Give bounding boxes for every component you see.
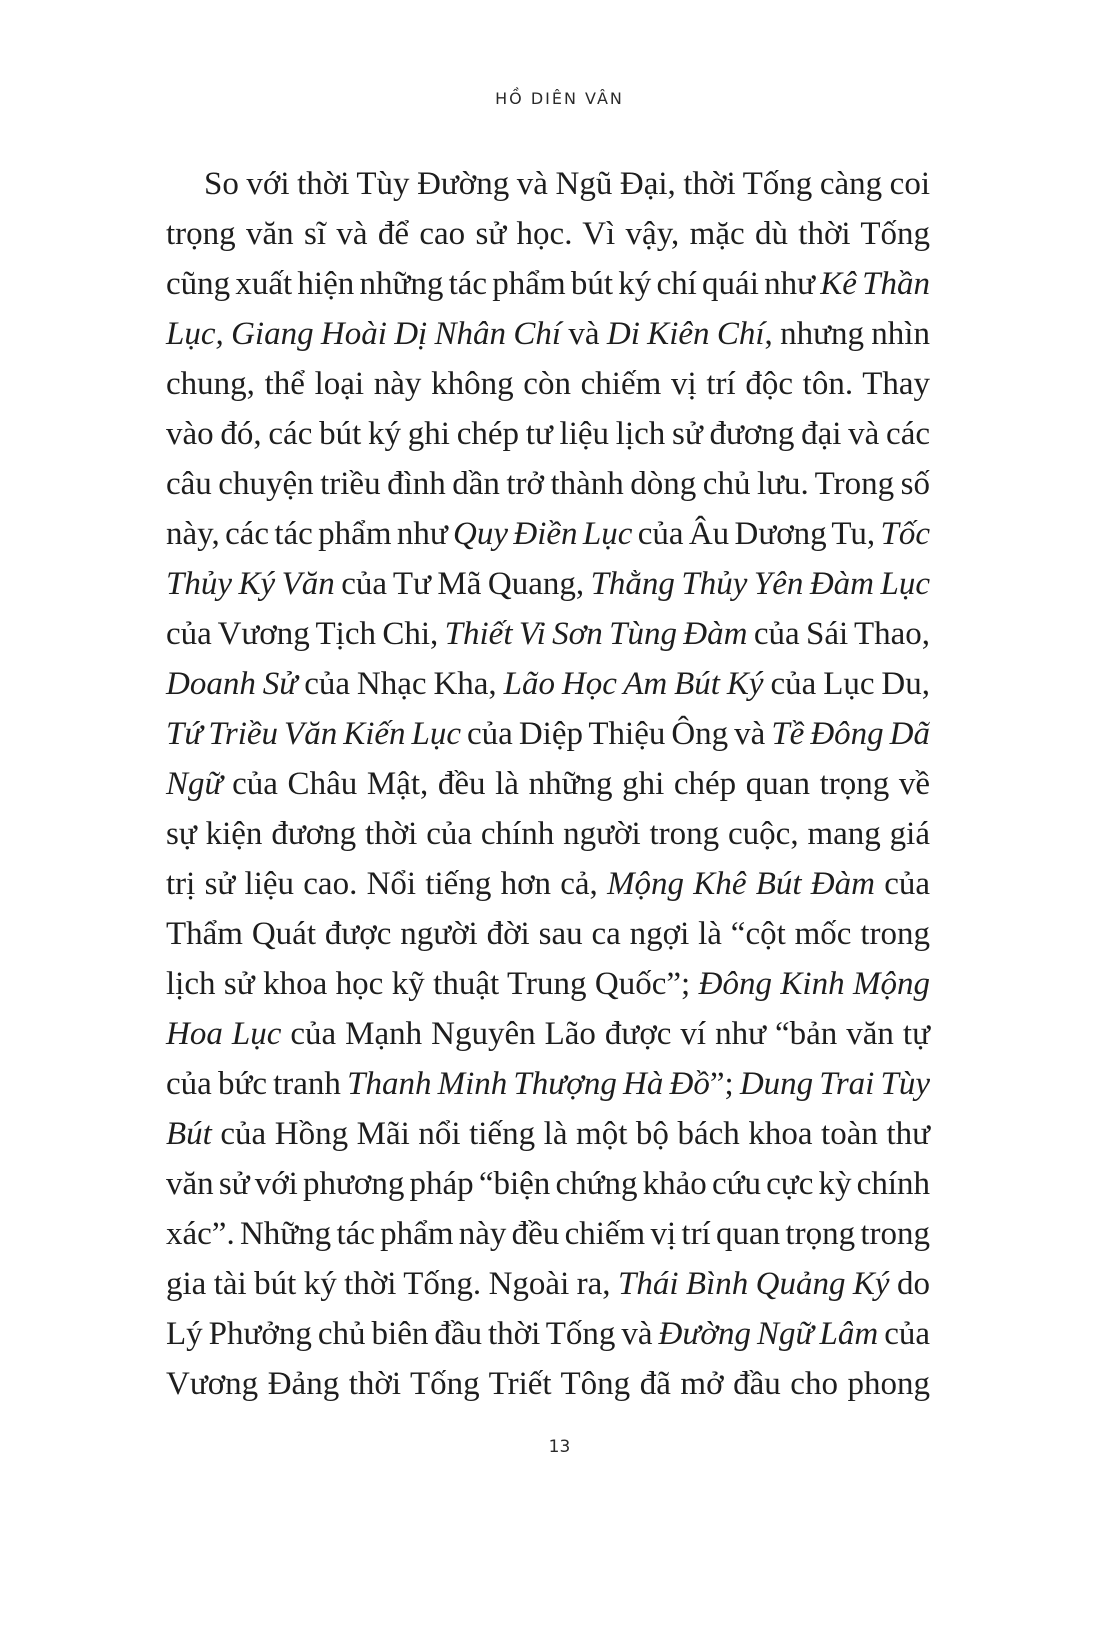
text-line <box>166 659 930 709</box>
text-segment: trị sử liệu cao. Nổi tiếng hơn cả, <box>166 866 608 902</box>
running-header: HỒ DIÊN VÂN <box>495 89 624 108</box>
text-line <box>166 759 930 809</box>
text-segment: của Tư Mã Quang, <box>334 566 591 602</box>
text-segment: cũng xuất hiện những tác phẩm bút ký chí quái như <box>166 266 821 302</box>
text-line <box>166 159 930 209</box>
text-line <box>166 709 930 759</box>
text-line <box>166 609 930 659</box>
text-segment: So với thời Tùy Đường và Ngũ Đại, thời Tống càng coi <box>204 166 930 202</box>
text-segment: vào đó, các bút ký ghi chép tư liệu lịch sử đương đại và các <box>166 416 930 452</box>
text-segment: Thẩm Quát được người đời sau ca ngợi là “cột mốc trong <box>166 916 930 952</box>
text-line <box>166 1109 930 1159</box>
text-segment: của Nhạc Kha, <box>297 666 504 702</box>
italic-title: Bút <box>166 1116 212 1152</box>
text-segment: của Diệp Thiệu Ông và <box>461 716 772 752</box>
text-line <box>166 1209 930 1259</box>
text-segment: sự kiện đương thời của chính người trong cuộc, mang giá <box>166 816 930 852</box>
italic-title: Thanh Minh Thượng Hà Đồ <box>347 1066 710 1102</box>
text-line <box>166 1309 930 1359</box>
italic-title: Tứ Triều Văn Kiến Lục <box>166 716 462 752</box>
italic-title: Đông Kinh Mộng <box>698 966 930 1002</box>
text-line <box>166 1259 930 1309</box>
text-segment: và <box>561 316 607 352</box>
italic-title: Lão Học Am Bút Ký <box>503 666 764 702</box>
italic-title: Di Kiên Chí <box>606 316 765 352</box>
text-line <box>166 509 930 559</box>
text-segment: Lý Phưởng chủ biên đầu thời Tống và <box>166 1316 659 1352</box>
text-segment: lịch sử khoa học kỹ thuật Trung Quốc”; <box>166 966 699 1002</box>
italic-title: Quy Điền Lục <box>453 516 633 552</box>
text-segment: của Âu Dương Tu, <box>632 516 881 552</box>
body-paragraph <box>166 159 930 1409</box>
text-segment: xác”. Những tác phẩm này đều chiếm vị trí quan trọng trong <box>166 1216 930 1252</box>
italic-title: Thằng Thủy Yên Đàm Lục <box>590 566 930 602</box>
text-segment: này, các tác phẩm như <box>166 516 454 552</box>
text-line <box>166 909 930 959</box>
italic-title: Dung Trai Tùy <box>739 1066 930 1102</box>
text-line <box>166 1009 930 1059</box>
text-line <box>166 409 930 459</box>
italic-title: Mộng Khê Bút Đàm <box>607 866 875 902</box>
text-line <box>166 359 930 409</box>
italic-title: Kê Thần <box>820 266 930 302</box>
text-segment: của <box>874 866 930 902</box>
text-segment: của Sái Thao, <box>747 616 931 652</box>
text-segment: chung, thể loại này không còn chiếm vị trí độc tôn. Thay <box>166 366 930 402</box>
text-segment: văn sử với phương pháp “biện chứng khảo cứu cực kỳ chính <box>166 1166 930 1202</box>
text-segment: của Mạnh Nguyên Lão được ví như “bản văn tự <box>281 1016 930 1052</box>
text-segment: do <box>889 1266 930 1302</box>
text-segment: ”; <box>709 1066 740 1102</box>
text-line <box>166 259 930 309</box>
italic-title: Tốc <box>880 516 930 552</box>
text-line <box>166 209 930 259</box>
text-segment: , nhưng nhìn <box>764 316 930 352</box>
text-line <box>166 1059 930 1109</box>
italic-title: Thủy Ký Văn <box>166 566 335 602</box>
page-number: 13 <box>548 1437 571 1457</box>
italic-title: Ngữ <box>166 766 223 802</box>
text-segment: trọng văn sĩ và để cao sử học. Vì vậy, mặc dù thời Tống <box>166 216 930 252</box>
text-segment: Vương Đảng thời Tống Triết Tông đã mở đầu cho phong <box>166 1366 930 1402</box>
text-segment: gia tài bút ký thời Tống. Ngoài ra, <box>166 1266 618 1302</box>
text-segment: của Hồng Mãi nổi tiếng là một bộ bách khoa toàn thư <box>211 1116 930 1152</box>
text-line <box>166 459 930 509</box>
text-line <box>166 809 930 859</box>
text-segment: câu chuyện triều đình dần trở thành dòng chủ lưu. Trong số <box>166 466 931 502</box>
text-line <box>166 859 930 909</box>
italic-title: Thiết Vi Sơn Tùng Đàm <box>444 616 748 652</box>
text-segment: của Vương Tịch Chi, <box>166 616 445 652</box>
italic-title: Tề Đông Dã <box>771 716 930 752</box>
italic-title: Hoa Lục <box>166 1016 282 1052</box>
italic-title: Đường Ngữ Lâm <box>658 1316 879 1352</box>
italic-title: Doanh Sử <box>166 666 298 702</box>
text-line <box>166 1159 930 1209</box>
text-line <box>166 559 930 609</box>
italic-title: Thái Bình Quảng Ký <box>617 1266 890 1302</box>
text-line <box>166 309 930 359</box>
text-segment: của <box>878 1316 931 1352</box>
text-line <box>166 959 930 1009</box>
text-line <box>166 1359 930 1409</box>
italic-title: Lục, Giang Hoài Dị Nhân Chí <box>166 316 562 352</box>
text-segment: của Lục Du, <box>763 666 931 702</box>
text-segment: của bức tranh <box>166 1066 348 1102</box>
text-segment: của Châu Mật, đều là những ghi chép quan trọng về <box>222 766 930 802</box>
